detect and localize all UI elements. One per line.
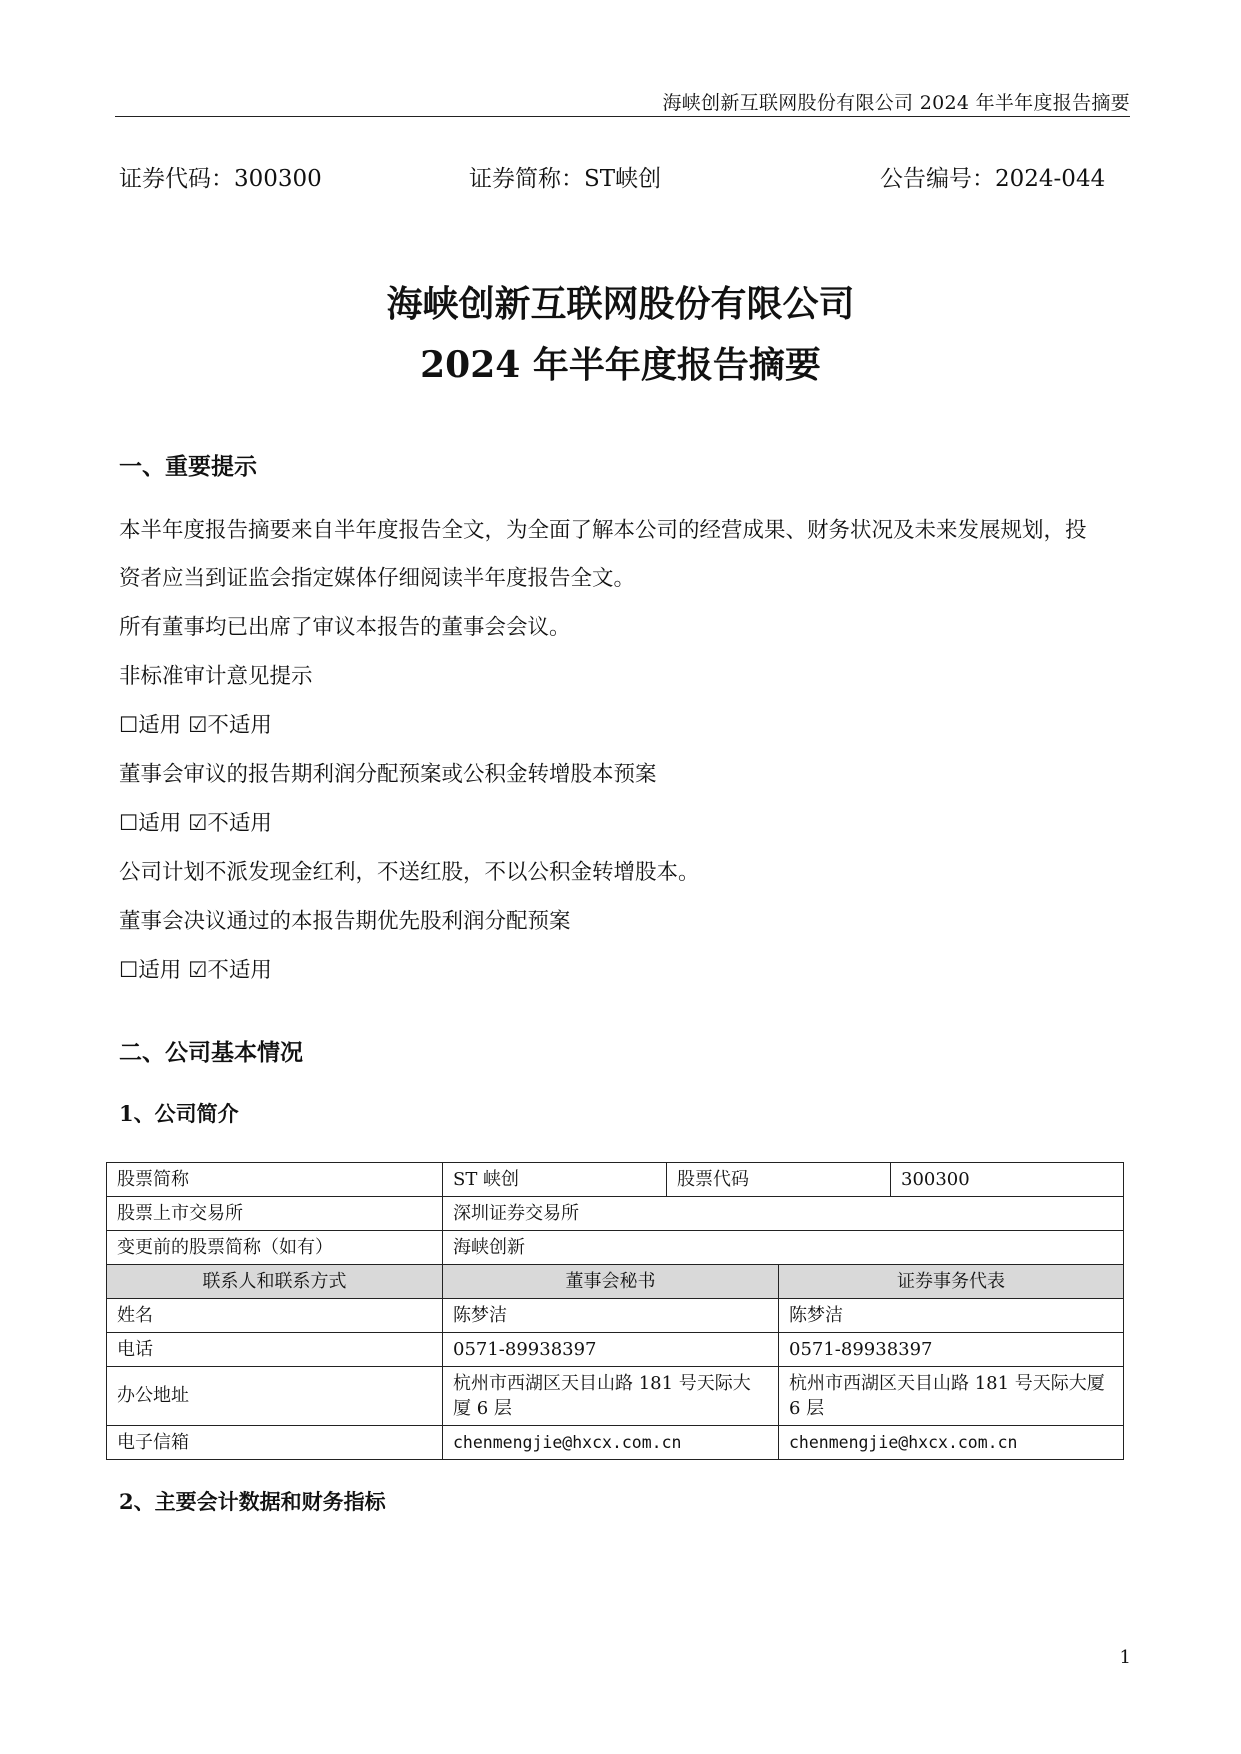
- paragraph-summary-line1: 本半年度报告摘要来自半年度报告全文，为全面了解本公司的经营成果、财务状况及未来发展规划，投: [119, 518, 1087, 543]
- table-row: [107, 1367, 1124, 1426]
- announcement-number: 公告编号：2024-044: [880, 166, 1106, 192]
- phone-rep: 0571-89938397: [779, 1333, 1124, 1367]
- stock-code-value: 300300: [891, 1163, 1124, 1197]
- company-profile-table: [106, 1162, 1124, 1460]
- running-header: 海峡创新互联网股份有限公司 2024 年半年度报告摘要: [662, 92, 1130, 114]
- address-rep: 杭州市西湖区天目山路 181 号天际大厦 6 层: [779, 1367, 1124, 1426]
- section-2-heading: 二、公司基本情况: [119, 1039, 303, 1066]
- prev-abbr-value: 海峡创新: [443, 1231, 1124, 1265]
- address-label: 办公地址: [107, 1367, 443, 1426]
- option-distribution-applicable: ☐适用 ☑不适用: [119, 811, 272, 836]
- section-1-heading: 一、重要提示: [119, 453, 257, 480]
- name-label: 姓名: [107, 1299, 443, 1333]
- email-rep[interactable]: chenmengjie@hxcx.com.cn: [779, 1426, 1124, 1460]
- phone-label: 电话: [107, 1333, 443, 1367]
- prev-abbr-label: 变更前的股票简称（如有）: [107, 1231, 443, 1265]
- header-rule: [115, 116, 1130, 117]
- exchange-value: 深圳证券交易所: [443, 1197, 1124, 1231]
- subsection-company-profile: 1、公司简介: [119, 1101, 239, 1126]
- company-title: 海峡创新互联网股份有限公司: [386, 283, 855, 325]
- paragraph-audit-opinion: 非标准审计意见提示: [119, 664, 313, 689]
- securities-short-name: 证券简称：ST峡创: [469, 166, 662, 192]
- exchange-label: 股票上市交易所: [107, 1197, 443, 1231]
- table-row: [107, 1197, 1124, 1231]
- contact-header: 联系人和联系方式: [107, 1265, 443, 1299]
- rep-header: 证券事务代表: [779, 1265, 1124, 1299]
- table-row: [107, 1299, 1124, 1333]
- table-row: [107, 1163, 1124, 1197]
- table-row: [107, 1426, 1124, 1460]
- email-label: 电子信箱: [107, 1426, 443, 1460]
- name-secretary: 陈梦洁: [443, 1299, 779, 1333]
- report-title: 2024 年半年度报告摘要: [420, 344, 821, 386]
- table-row: [107, 1265, 1124, 1299]
- subsection-financial-data: 2、主要会计数据和财务指标: [119, 1489, 386, 1514]
- option-preferred-applicable: ☐适用 ☑不适用: [119, 958, 272, 983]
- page-number: 1: [1119, 1647, 1131, 1668]
- securities-code: 证券代码：300300: [119, 166, 322, 192]
- table-row: [107, 1231, 1124, 1265]
- option-audit-applicable: ☐适用 ☑不适用: [119, 713, 272, 738]
- address-secretary: 杭州市西湖区天目山路 181 号天际大厦 6 层: [443, 1367, 779, 1426]
- email-secretary[interactable]: chenmengjie@hxcx.com.cn: [443, 1426, 779, 1460]
- name-rep: 陈梦洁: [779, 1299, 1124, 1333]
- stock-abbr-value: ST 峡创: [443, 1163, 667, 1197]
- stock-code-label: 股票代码: [667, 1163, 891, 1197]
- paragraph-preferred-stock: 董事会决议通过的本报告期优先股利润分配预案: [119, 909, 571, 934]
- paragraph-summary-line2: 资者应当到证监会指定媒体仔细阅读半年度报告全文。: [119, 566, 636, 591]
- paragraph-no-dividend: 公司计划不派发现金红利，不送红股，不以公积金转增股本。: [119, 860, 700, 885]
- secretary-header: 董事会秘书: [443, 1265, 779, 1299]
- phone-secretary: 0571-89938397: [443, 1333, 779, 1367]
- paragraph-profit-distribution: 董事会审议的报告期利润分配预案或公积金转增股本预案: [119, 762, 657, 787]
- stock-abbr-label: 股票简称: [107, 1163, 443, 1197]
- table-row: [107, 1333, 1124, 1367]
- paragraph-directors: 所有董事均已出席了审议本报告的董事会会议。: [119, 615, 571, 640]
